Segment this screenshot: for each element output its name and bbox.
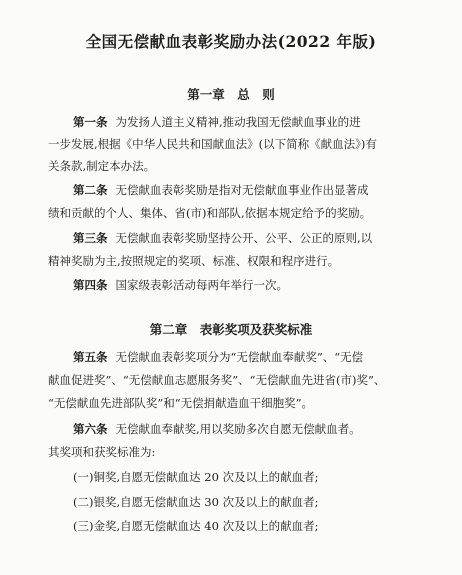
article-4-text-1: 国家级表彰活动每两年举行一次。 bbox=[115, 278, 288, 292]
article-4-line-1 bbox=[73, 280, 288, 292]
article-4-label: 第四条 bbox=[73, 278, 108, 292]
article-1-line-3: 关条款,制定本办法。 bbox=[48, 159, 156, 173]
article-3-line-1 bbox=[73, 233, 372, 245]
article-3-line-2: 精神奖励为主,按照规定的奖项、标准、权限和程序进行。 bbox=[48, 254, 340, 268]
article-6-line-2: 其奖项和获奖标准为: bbox=[48, 445, 156, 459]
article-1-line-1 bbox=[73, 117, 361, 129]
article-5-line-1 bbox=[73, 352, 363, 364]
article-6-line-1 bbox=[73, 424, 361, 436]
article-2-line-1 bbox=[73, 185, 369, 197]
article-3-text-1: 无偿献血表彰奖励坚持公开、公平、公正的原则,以 bbox=[115, 231, 373, 245]
article-5-label: 第五条 bbox=[73, 350, 108, 364]
article-6-text-1: 无偿献血奉献奖,用以奖励多次自愿无偿献血者。 bbox=[115, 422, 361, 436]
article-5-line-3: “无偿献血先进部队奖”和“无偿捐献造血干细胞奖”。 bbox=[48, 396, 314, 410]
article-6-item-1: (一)铜奖,自愿无偿献血达 20 次及以上的献血者; bbox=[73, 470, 319, 484]
article-1-line-2: 一步发展,根据《中华人民共和国献血法》(以下简称《献血法》)有 bbox=[48, 137, 377, 151]
article-6-item-3: (三)金奖,自愿无偿献血达 40 次及以上的献血者; bbox=[73, 519, 319, 533]
article-5-text-1: 无偿献血表彰奖项分为“无偿献血奉献奖”、“无偿 bbox=[115, 350, 364, 364]
article-2-line-2: 绩和贡献的个人、集体、省(市)和部队,依据本规定给予的奖励。 bbox=[48, 206, 372, 220]
article-6-item-2: (二)银奖,自愿无偿献血达 30 次及以上的献血者; bbox=[73, 495, 319, 509]
article-2-text-1: 无偿献血表彰奖励是指对无偿献血事业作出显著成 bbox=[115, 183, 369, 197]
article-2-label: 第二条 bbox=[73, 183, 108, 197]
article-5-line-2: 献血促进奖”、“无偿献血志愿服务奖”、“无偿献血先进省(市)奖”、 bbox=[48, 373, 386, 387]
article-3-label: 第三条 bbox=[73, 231, 108, 245]
article-1-label: 第一条 bbox=[73, 115, 108, 129]
article-1-text-1: 为发扬人道主义精神,推动我国无偿献血事业的进 bbox=[115, 115, 361, 129]
article-6-label: 第六条 bbox=[73, 422, 108, 436]
chapter-1-heading: 第一章 总 则 bbox=[187, 87, 275, 102]
document-title: 全国无偿献血表彰奖励办法(2022 年版) bbox=[85, 32, 377, 51]
chapter-2-heading: 第二章 表彰奖项及获奖标准 bbox=[149, 322, 313, 337]
